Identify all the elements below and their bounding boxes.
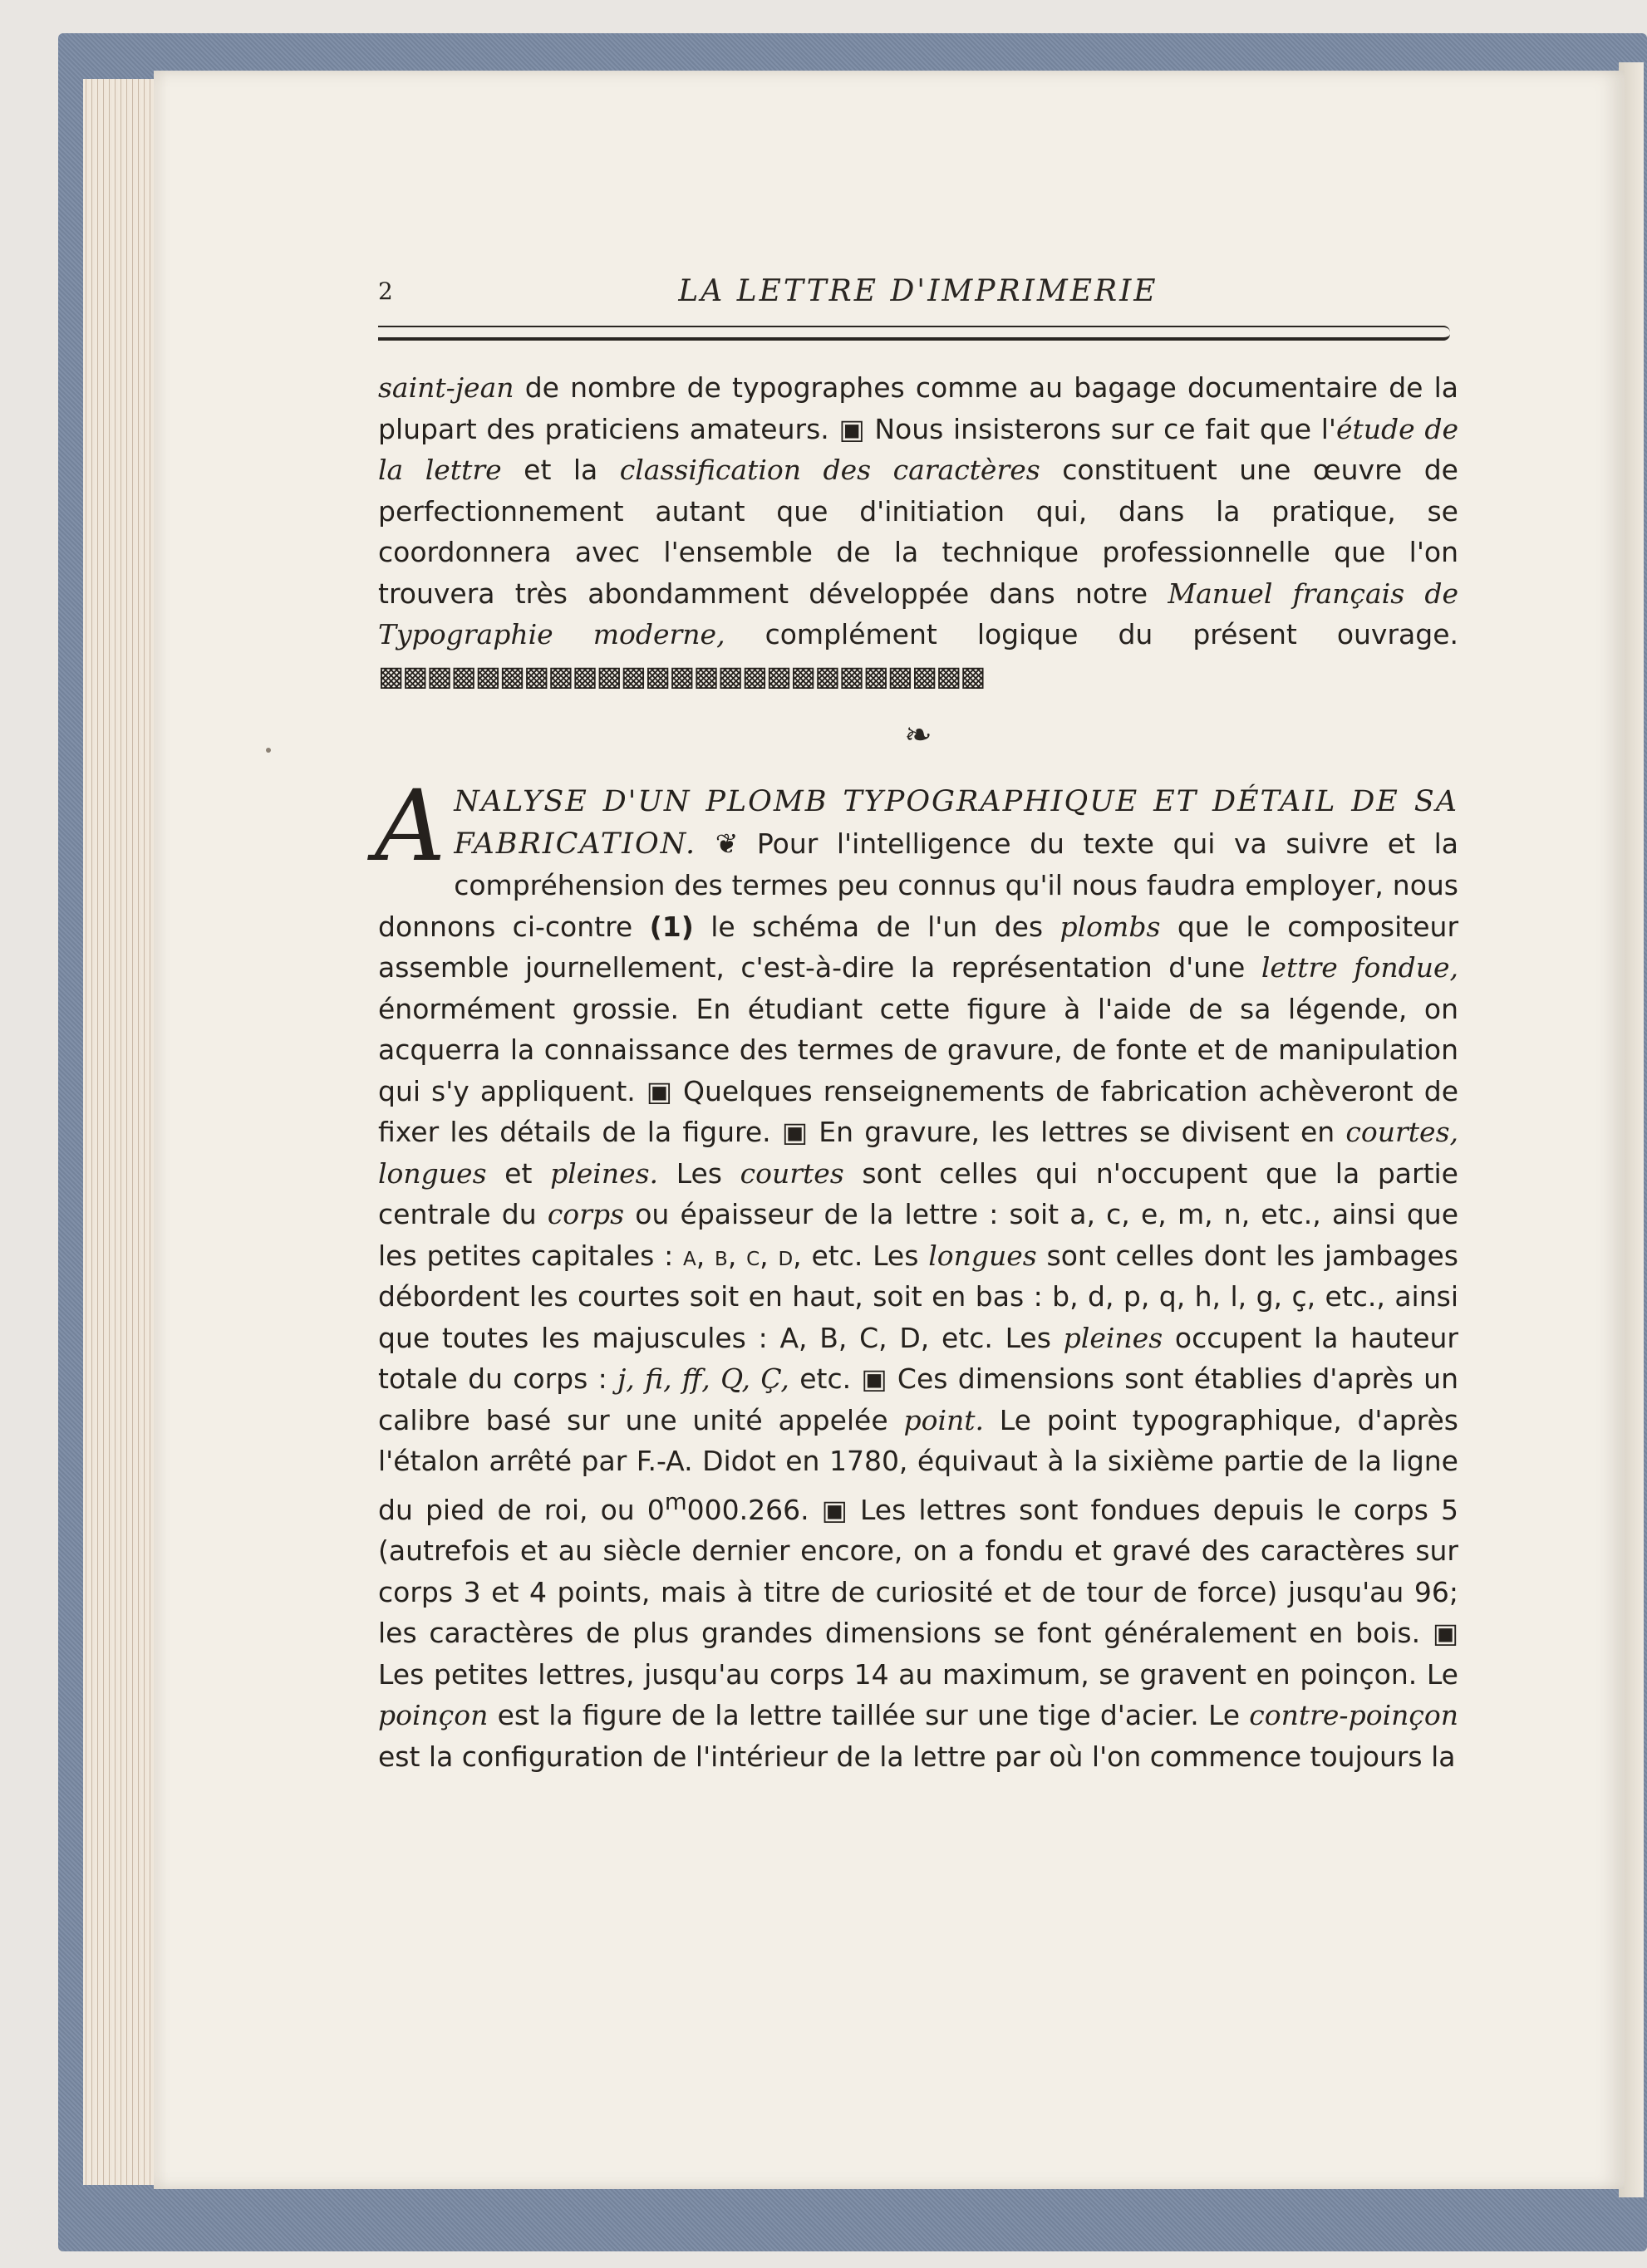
page-edges bbox=[83, 79, 160, 2185]
text-run: et bbox=[486, 1156, 551, 1190]
text-run: est la figure de la lettre taillée sur une tige d'acier. Le bbox=[488, 1699, 1250, 1731]
text-run: Les lettres sont fondues depuis le corps 5 (autrefois et au siècle dernier encore, on a fondu et gravé des caractères sur corps 3 et 4 points, mais à titre de curiosité et de tour de force) jusqu'au 96; les caractères de plus grandes dimensions se font généralement en bois. bbox=[378, 1493, 1458, 1649]
section-heading: NALYSE D'UN PLOMB TYPOGRAPHIQUE ET DÉTAIL DE SA FABRICATION. bbox=[454, 785, 1458, 861]
line-filler-ornaments: ▩▩▩▩▩▩▩▩▩▩▩▩▩▩▩▩▩▩▩▩▩▩▩▩▩ bbox=[378, 659, 985, 692]
italic-term: point. bbox=[903, 1403, 985, 1436]
text-run: Quelques renseignements de fabrication achèveront de fixer les détails de la figure. bbox=[378, 1074, 1458, 1148]
book-title: Manuel français de Typographie moderne, bbox=[378, 577, 1458, 650]
text-run: et la bbox=[501, 454, 620, 486]
text-run: énormément grossie. En étudiant cette figure à l'aide de sa légende, on acquerra la connaissance des termes de gravure, de fonte et de manipulation qui s'y appliquent. bbox=[378, 992, 1458, 1107]
text-run: occupent la hauteur totale du corps : bbox=[378, 1321, 1458, 1395]
header-rule bbox=[378, 326, 1450, 341]
ornament-mark: ▣ bbox=[646, 1074, 672, 1107]
italic-term: plombs bbox=[1059, 910, 1161, 943]
italic-term: saint-jean bbox=[378, 371, 514, 404]
italic-term: étude de la lettre bbox=[378, 412, 1458, 486]
ornament-mark: ▣ bbox=[838, 412, 865, 445]
text-run: sont celles qui n'occupent que la partie centrale du bbox=[378, 1156, 1458, 1230]
italic-term: poinçon bbox=[378, 1699, 489, 1731]
text-run: Pour l'intelligence du texte qui va suivre et la compréhension des termes peu connus qu'il nous faudra employer, nous donnons ci-contre bbox=[378, 827, 1458, 943]
italic-term: j, fi, ff, Q, Ç, bbox=[617, 1362, 789, 1395]
italic-term: classification des caractères bbox=[619, 454, 1040, 486]
ornament-mark: ❦ bbox=[715, 827, 739, 860]
running-title: LA LETTRE D'IMPRIMERIE bbox=[678, 274, 1158, 308]
figure-reference: (1) bbox=[649, 910, 694, 943]
ornament-mark: ▣ bbox=[861, 1362, 887, 1395]
text-run: Le point typographique, d'après l'étalon arrêté par F.-A. Didot en 1780, équivaut à la sixième partie de la ligne du pied de roi, ou 0 bbox=[378, 1403, 1459, 1526]
italic-term: pleines bbox=[1063, 1321, 1163, 1354]
text-run: constituent une œuvre de perfectionnement autant que d'initiation qui, dans la pratique, se coordonnera avec l'ensemble de la technique professionnelle que l'on trouvera très abondamment développée dans notre bbox=[378, 454, 1458, 610]
italic-term: pleines. bbox=[550, 1156, 659, 1190]
text-run: que le compositeur assemble journellement, c'est-à-dire la représentation d'une bbox=[378, 910, 1459, 984]
running-header bbox=[378, 274, 1458, 307]
text-run: Les bbox=[658, 1156, 740, 1190]
paragraph-analysis bbox=[375, 768, 1459, 1777]
italic-term: longues bbox=[928, 1239, 1037, 1272]
text-run: complément logique du présent ouvrage. bbox=[725, 618, 1458, 650]
italic-term: courtes bbox=[740, 1156, 844, 1190]
drop-cap: A bbox=[375, 768, 446, 883]
italic-term: lettre fondue, bbox=[1261, 951, 1458, 984]
italic-term: contre-poinçon bbox=[1249, 1699, 1458, 1731]
text-run: Les petites lettres, jusqu'au corps 14 au maximum, se gravent en poinçon. Le bbox=[378, 1657, 1458, 1691]
text-run: Ces dimensions sont établies d'après un calibre basé sur une unité appelée bbox=[378, 1362, 1459, 1436]
ornament-mark: ▣ bbox=[1432, 1617, 1458, 1649]
text-run: le schéma de l'un des bbox=[693, 910, 1060, 943]
text-run: Nous insisterons sur ce fait que l' bbox=[864, 412, 1336, 445]
paper-stain bbox=[266, 748, 271, 753]
superscript: m bbox=[664, 1488, 687, 1515]
text-run: etc. bbox=[789, 1362, 862, 1395]
page-number: 2 bbox=[378, 277, 393, 305]
text-run: sont celles dont les jambages débordent les courtes soit en haut, soit en bas : b, d, p, q, h, l, g, ç, etc., ainsi que toutes les majuscules : A, B, C, D, etc. Les bbox=[378, 1239, 1458, 1354]
italic-term: corps bbox=[547, 1198, 625, 1230]
text-run: En gravure, les lettres se divisent en bbox=[808, 1116, 1346, 1148]
paragraph-intro bbox=[378, 367, 1458, 696]
small-caps-run: a, b, c, d, bbox=[683, 1239, 802, 1272]
ornament-mark: ▣ bbox=[781, 1116, 809, 1148]
text-run: est la configuration de l'intérieur de la lettre par où l'on commence toujours la bbox=[378, 1740, 1456, 1773]
fleuron-ornament: ❧ bbox=[904, 716, 932, 754]
text-run: etc. Les bbox=[801, 1239, 929, 1272]
italic-term: courtes, longues bbox=[378, 1116, 1458, 1190]
text-run: 000.266. bbox=[686, 1493, 822, 1526]
text-run: ou épaisseur de la lettre : soit a, c, e, m, n, etc., ainsi que les petites capitales : bbox=[378, 1198, 1458, 1272]
text-run: de nombre de typographes comme au bagage documentaire de la plupart des praticiens amateurs. bbox=[378, 371, 1458, 445]
ornament-mark: ▣ bbox=[821, 1493, 848, 1526]
